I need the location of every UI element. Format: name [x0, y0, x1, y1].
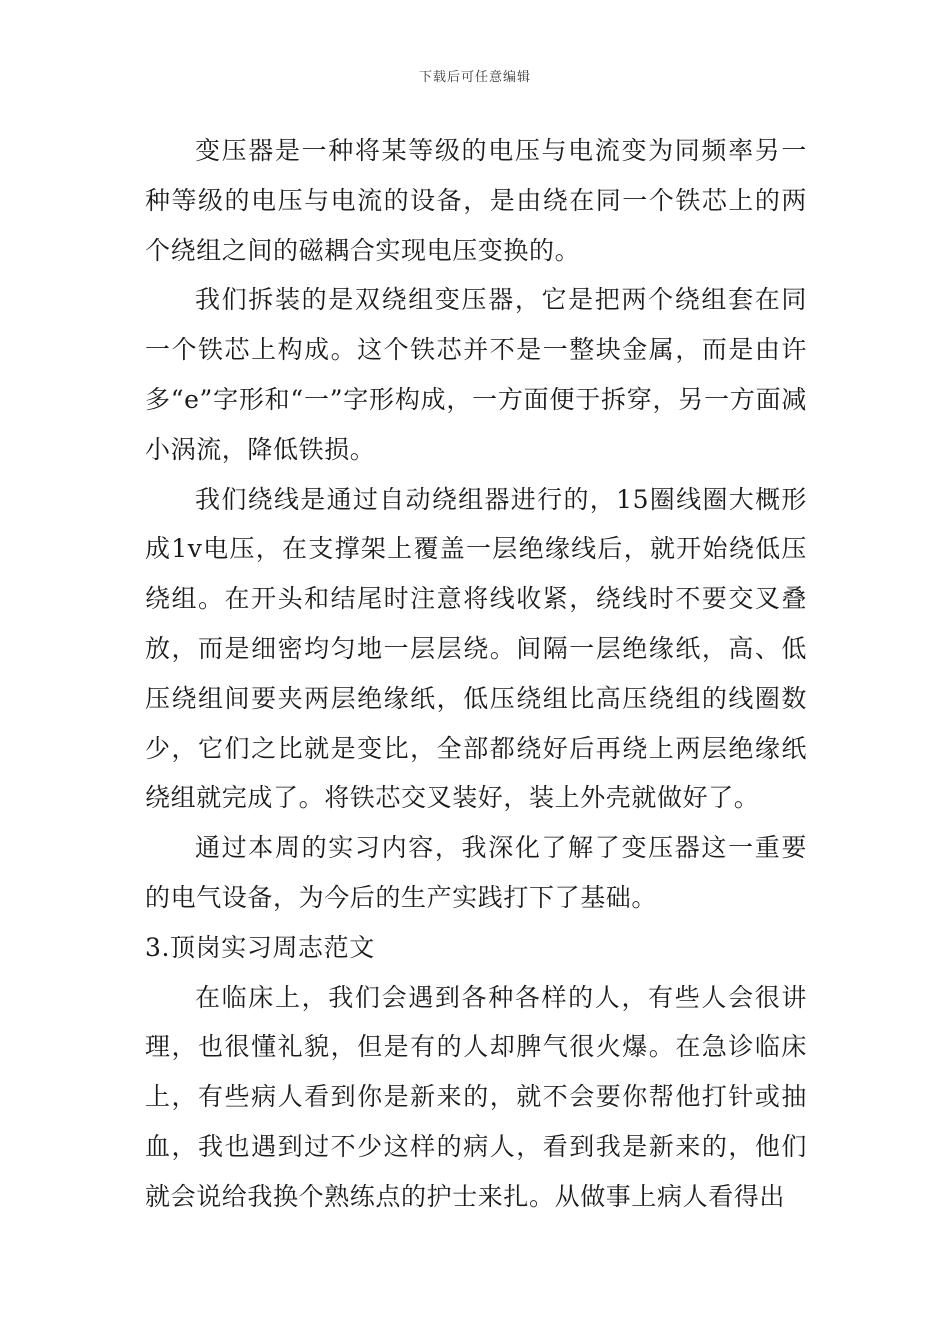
- paragraph-transformer-definition: 变压器是一种将某等级的电压与电流变为同频率另一种等级的电压与电流的设备，是由绕在同一个铁芯上的两个绕组之间的磁耦合实现电压变换的。: [145, 136, 807, 265]
- document-body: [145, 126, 807, 1222]
- page-header: 下载后可任意编辑: [418, 70, 531, 85]
- section-heading: 3.顶岗实习周志范文: [145, 932, 375, 962]
- paragraph-transformer-disassembly: 我们拆装的是双绕组变压器，它是把两个绕组套在同一个铁芯上构成。这个铁芯并不是一整块金属，而是由许多“e”字形和“一”字形构成，一方面便于拆穿，另一方面减小涡流，降低铁损。: [145, 285, 807, 464]
- paragraph-winding-process: 我们绕线是通过自动绕组器进行的，15圈线圈大概形成1v电压，在支撑架上覆盖一层绝缘线后，就开始绕低压绕组。在开头和结尾时注意将线收紧，绕线时不要交叉叠放，而是细密均匀地一层层绕。间隔一层绝缘纸，高、低压绕组间要夹两层绝缘纸，低压绕组比高压绕组的线圈数少，它们之比就是变比，全部都绕好后再绕上两层绝缘纸绕组就完成了。将铁芯交叉装好，装上外壳就做好了。: [145, 484, 807, 813]
- paragraph-weekly-summary: 通过本周的实习内容，我深化了解了变压器这一重要的电气设备，为今后的生产实践打下了基础。: [145, 833, 807, 912]
- paragraph-clinical-experience: 在临床上，我们会遇到各种各样的人，有些人会很讲理，也很懂礼貌，但是有的人却脾气很火爆。在急诊临床上，有些病人看到你是新来的，就不会要你帮他打针或抽血，我也遇到过不少这样的病人，看到我是新来的，他们就会说给我换个熟练点的护士来扎。从做事上病人看得出: [145, 982, 807, 1211]
